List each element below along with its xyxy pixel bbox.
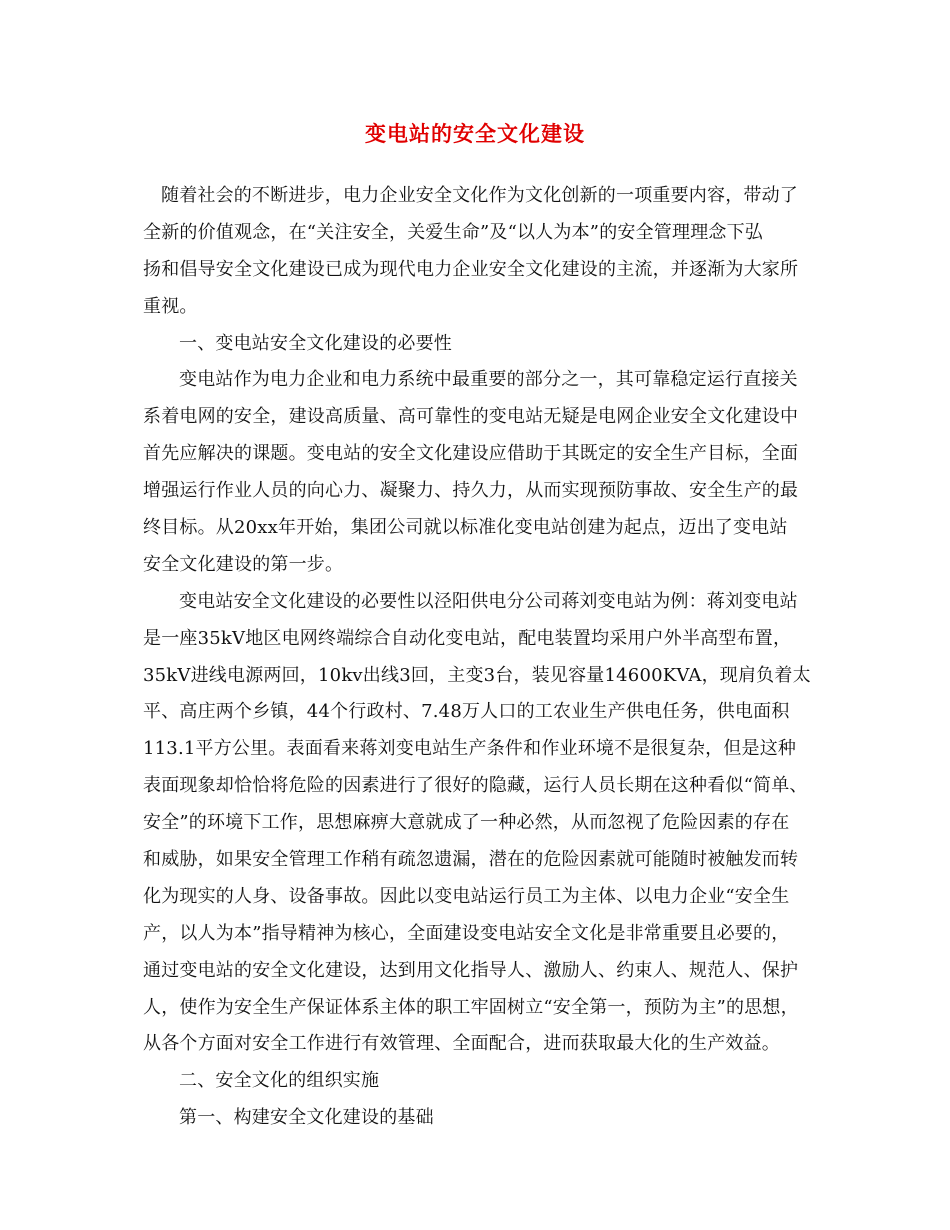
section-heading-1 [143, 326, 823, 363]
paragraph-importance [143, 362, 823, 583]
text-line: 全新的价值观念，在“关注安全，关爱生命”及“以人为本”的安全管理理念下弘 [143, 221, 764, 243]
text-line: 增强运行作业人员的向心力、凝聚力、持久力，从而实现预防事故、安全生产的最 [143, 480, 799, 502]
paragraph-intro [143, 178, 823, 326]
text-line: 平、高庄两个乡镇，44个行政村、7.48万人口的工农业生产供电任务，供电面积 [143, 701, 790, 723]
text-line: 随着社会的不断进步，电力企业安全文化作为文化创新的一项重要内容，带动了 [161, 185, 798, 206]
text-line: 变电站作为电力企业和电力系统中最重要的部分之一，其可靠稳定运行直接关 [179, 369, 798, 391]
text-line: 安全”的环境下工作，思想麻痹大意就成了一种必然，从而忽视了危险因素的存在 [143, 812, 790, 834]
text-line: 终目标。从20xx年开始，集团公司就以标准化变电站创建为起点，迈出了变电站 [143, 517, 788, 539]
document-body [143, 178, 823, 1137]
text-line: 首先应解决的课题。变电站的安全文化建设应借助于其既定的安全生产目标，全面 [143, 443, 799, 465]
paragraph-example [143, 584, 823, 1064]
text-line: 产，以人为本”指导精神为核心，全面建设变电站安全文化是非常重要且必要的， [143, 922, 790, 944]
text-line: 系着电网的安全，建设高质量、高可靠性的变电站无疑是电网企业安全文化建设中 [143, 406, 799, 428]
text-line: 重视。 [143, 295, 198, 317]
text-line: 变电站安全文化建设的必要性以泾阳供电分公司蒋刘变电站为例：蒋刘变电站 [179, 590, 798, 612]
text-line: 是一座35kV地区电网终端综合自动化变电站，配电装置均采用户外半高型布置， [143, 627, 792, 649]
text-line: 通过变电站的安全文化建设，达到用文化指导人、激励人、约束人、规范人、保护 [143, 959, 799, 981]
text-line: 从各个方面对安全工作进行有效管理、全面配合，进而获取最大化的生产效益。 [143, 1033, 780, 1055]
section-heading-2 [143, 1063, 823, 1100]
section-heading: 一、变电站安全文化建设的必要性 [179, 332, 452, 354]
section-heading: 二、安全文化的组织实施 [179, 1070, 380, 1092]
document-title: 变电站的安全文化建设 [365, 121, 585, 146]
subsection-heading: 第一、构建安全文化建设的基础 [179, 1107, 434, 1129]
text-line: 35kV进线电源两回，10kv出线3回，主变3台，装见容量14600KVA，现肩负着太 [143, 664, 811, 686]
text-line: 表面现象却恰恰将危险的因素进行了很好的隐藏，运行人员长期在这种看似“简单、 [143, 775, 808, 797]
text-line: 人，使作为安全生产保证体系主体的职工牢固树立“安全第一，预防为主”的思想， [143, 996, 799, 1018]
text-line: 安全文化建设的第一步。 [143, 553, 344, 575]
text-line: 113.1平方公里。表面看来蒋刘变电站生产条件和作业环境不是很复杂，但是这种 [143, 738, 797, 760]
text-line: 化为现实的人身、设备事故。因此以变电站运行员工为主体、以电力企业“安全生 [143, 885, 790, 907]
subsection-heading-1 [143, 1100, 823, 1137]
text-line: 扬和倡导安全文化建设已成为现代电力企业安全文化建设的主流，并逐渐为大家所 [143, 258, 799, 280]
text-line: 和威胁，如果安全管理工作稍有疏忽遗漏，潜在的危险因素就可能随时被触发而转 [143, 849, 799, 871]
